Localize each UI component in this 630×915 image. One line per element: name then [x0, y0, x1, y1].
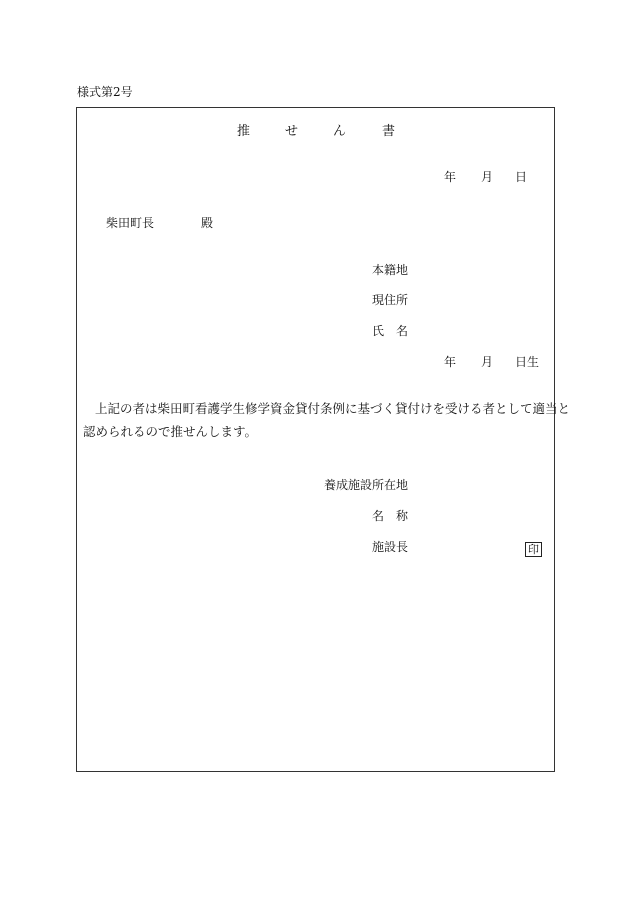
body-line-1: 上記の者は柴田町看護学生修学資金貸付条例に基づく貸付けを受ける者として適当と	[95, 401, 571, 416]
form-number: 様式第2号	[77, 85, 133, 99]
facility-name-label-char-2: 称	[396, 509, 409, 523]
name-label-char-1: 氏	[372, 324, 385, 338]
addressee-honorific: 殿	[201, 216, 214, 230]
facility-head-label: 施設長	[372, 540, 409, 554]
title-char-4: 書	[382, 124, 396, 139]
body-line-2: 認められるので推せんします。	[83, 424, 258, 439]
addressee-name: 柴田町長	[106, 216, 155, 230]
address-label: 現住所	[372, 293, 409, 307]
facility-location-label: 養成施設所在地	[324, 478, 409, 492]
seal-mark: 印	[525, 542, 542, 557]
document-frame	[76, 107, 555, 772]
facility-name-label-char-1: 名	[372, 509, 385, 523]
birth-month-label: 月	[481, 355, 494, 369]
birth-day-label: 日生	[515, 355, 540, 369]
domicile-label: 本籍地	[372, 263, 409, 277]
title-char-3: ん	[333, 124, 347, 139]
title-char-2: せ	[285, 124, 299, 139]
title-char-1: 推	[237, 124, 251, 139]
date-year-label: 年	[444, 170, 457, 184]
name-label-char-2: 名	[396, 324, 409, 338]
date-day-label: 日	[515, 170, 528, 184]
birth-year-label: 年	[444, 355, 457, 369]
date-month-label: 月	[481, 170, 494, 184]
